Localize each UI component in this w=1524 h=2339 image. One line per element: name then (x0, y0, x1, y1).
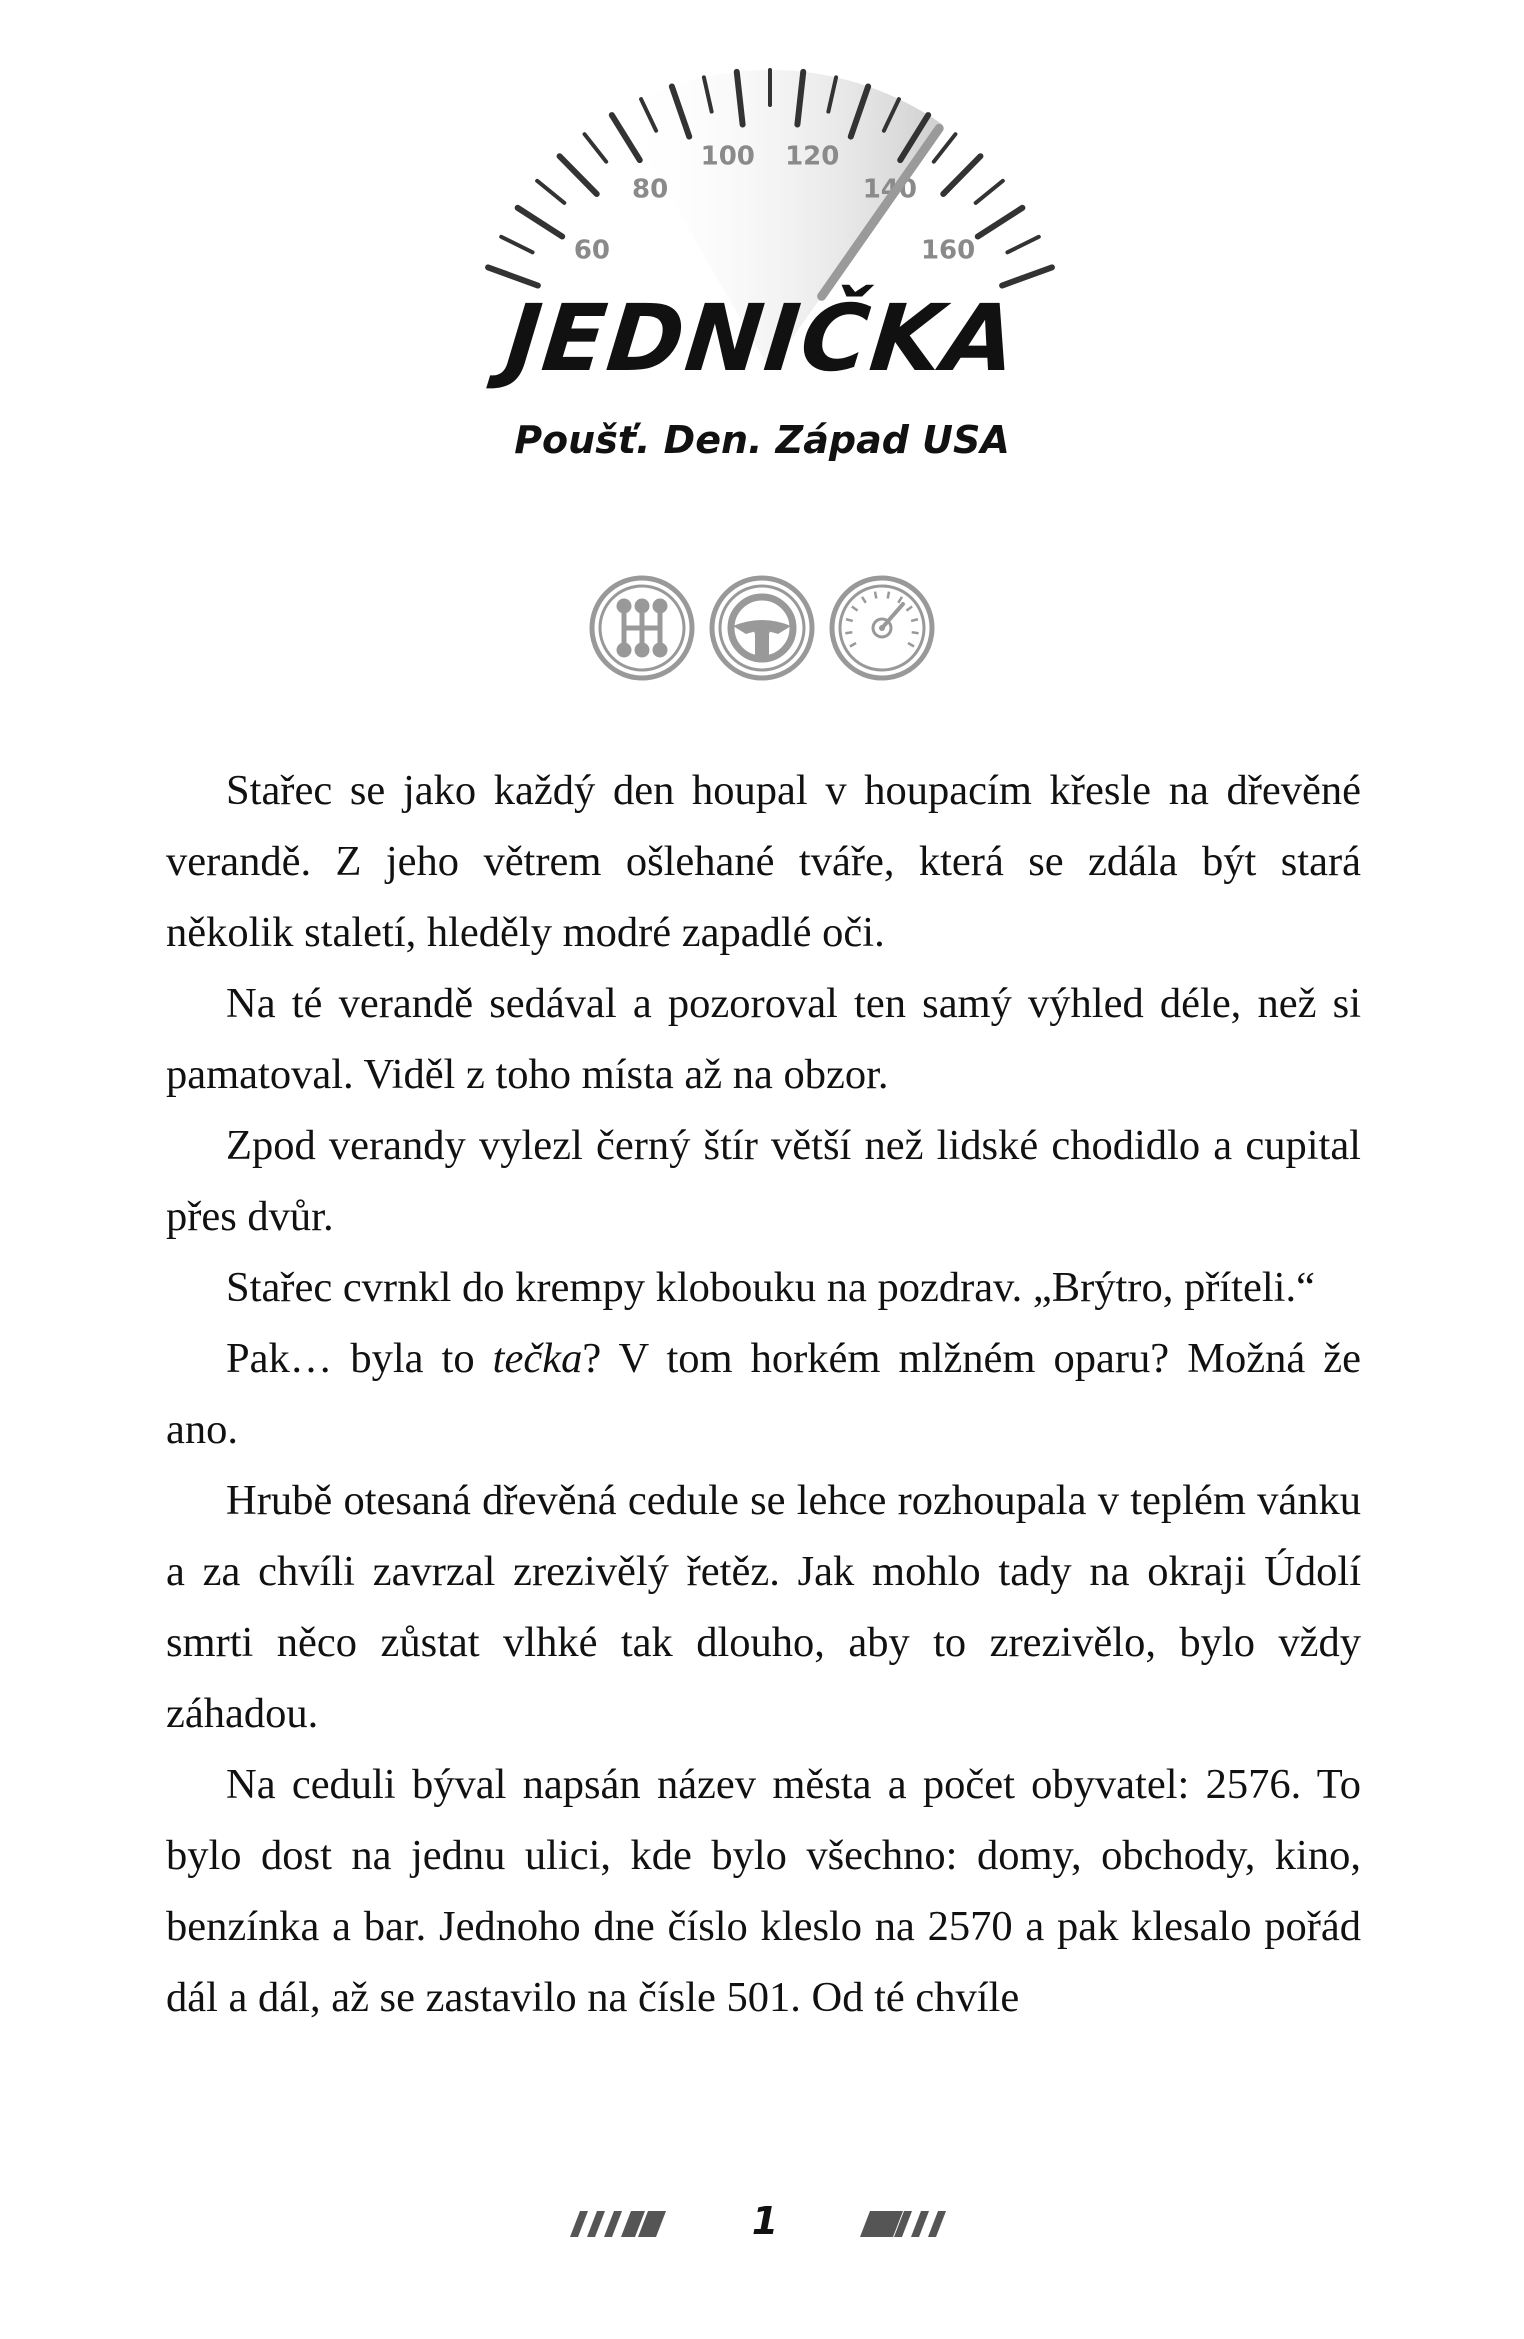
speedometer-tick (943, 156, 980, 194)
body-text (166, 755, 1361, 2033)
paragraph: Stařec se jako každý den houpal v houpacím křesle na dřevěné verandě. Z jeho větrem ošlehané tváře, která se zdála být stará několik staletí, hleděly modré zapadlé oči. (166, 767, 1361, 956)
chapter-icon-row (588, 574, 938, 686)
speedometer-tick (1002, 267, 1052, 285)
paragraph-text: Pak… byla to (226, 1335, 493, 1382)
paragraph: Zpod verandy vylezl černý štír větší než lidské chodidlo a cupital přes dvůr. (166, 1122, 1361, 1240)
speedometer-tick (501, 237, 532, 253)
speedometer-tick-label: 140 (862, 174, 917, 205)
speedometer-tick-label: 160 (920, 235, 976, 266)
paragraph: Stařec cvrnkl do krempy klobouku na pozdrav. „Brýtro, příteli.“ (226, 1264, 1315, 1311)
chapter-subtitle: Poušť. Den. Západ USA (514, 418, 1010, 462)
gauge-icon-tick (850, 643, 856, 647)
gauge-icon (828, 574, 936, 682)
gauge-icon-tick (875, 592, 876, 599)
speedometer-tick-label: 80 (632, 174, 669, 205)
gauge-icon-tick (912, 632, 919, 633)
gauge-icon-tick (908, 643, 914, 647)
speedometer-tick (976, 181, 1003, 203)
speedometer-tick (518, 208, 563, 237)
speedometer-tick (585, 134, 607, 162)
speedometer-tick (978, 208, 1023, 237)
speedometer-tick (537, 181, 564, 203)
gear-shift-icon (588, 574, 696, 682)
paragraph: Na ceduli býval napsán název města a počet obyvatel: 2576. To bylo dost na jednu ulici, kde bylo všechno: domy, obchody, kino, benzínka a bar. Jednoho dne číslo kleslo na 2570 a pak klesalo pořád dál a dál, až se zastavilo na čísle 501. Od té chvíle (166, 1761, 1361, 2021)
paragraph: Hrubě otesaná dřevěná cedule se lehce rozhoupala v teplém vánku a za chvíli zavrzal zrezivělý řetěz. Jak mohlo tady na okraji Údolí smrti něco zůstat vlhké tak dlouho, aby to zrezivělo, bylo vždy záhadou. (166, 1477, 1361, 1737)
emphasized-word: tečka (492, 1335, 583, 1382)
gauge-icon-tick (852, 607, 858, 611)
speedometer-tick-label: 120 (785, 141, 840, 172)
gauge-icon-tick (888, 592, 889, 599)
gauge-icon-tick (862, 597, 866, 603)
paragraph-text: ? V tom horkém mlžném oparu? Možná že ano. (166, 1335, 1361, 1453)
page-number: 1 (751, 2199, 779, 2243)
steering-wheel-icon (708, 574, 816, 682)
gauge-icon-tick (846, 619, 853, 621)
paragraph (166, 1323, 1361, 1465)
gauge-icon-tick (906, 607, 912, 611)
chapter-title: JEDNIČKA (501, 285, 1023, 392)
gauge-icon-tick (845, 632, 852, 633)
gauge-icon-tick (898, 597, 902, 603)
paragraph: Na té verandě sedával a pozoroval ten samý výhled déle, než si pamatoval. Viděl z toho místa až na obzor. (166, 980, 1361, 1098)
speedometer-tick-label: 100 (700, 141, 755, 172)
speedometer-tick-label: 60 (573, 235, 611, 266)
speedometer-tick (560, 156, 597, 194)
gauge-icon-tick (911, 619, 918, 621)
speedometer-tick (1007, 237, 1038, 253)
page-footer (560, 2195, 970, 2255)
speedometer-tick (488, 267, 538, 285)
